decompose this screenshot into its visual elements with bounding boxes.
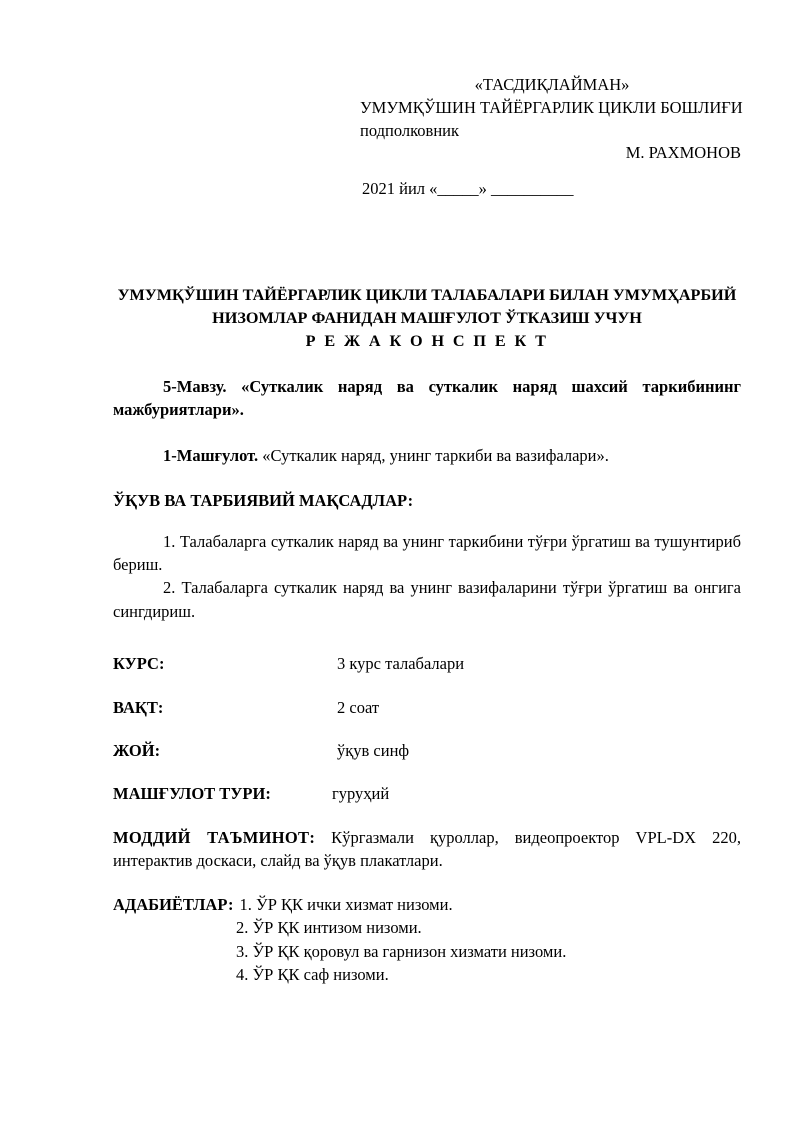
- field-label-mashgulot-turi: МАШҒУЛОТ ТУРИ:: [113, 784, 271, 804]
- field-row-mashgulot-turi: [113, 782, 741, 805]
- literature-remaining-items: [113, 916, 741, 986]
- supply-label: МОДДИЙ ТАЪМИНОТ:: [113, 827, 316, 847]
- topic-paragraph: [113, 375, 741, 422]
- literature-block: [113, 893, 741, 987]
- goals-heading: ЎҚУВ ВА ТАРБИЯВИЙ МАҚСАДЛАР:: [113, 491, 414, 511]
- field-label-joy: ЖОЙ:: [113, 741, 161, 761]
- field-value-vaqt: 2 соат: [337, 697, 380, 717]
- field-list: [113, 652, 741, 806]
- literature-item-2: 2. ЎР ҚК интизом низоми.: [236, 918, 422, 938]
- approval-rank: подполковник: [360, 120, 459, 140]
- field-row-joy: [113, 739, 741, 762]
- document-content: [113, 0, 741, 986]
- literature-first-line: [113, 893, 741, 916]
- field-row-vaqt: [113, 696, 741, 719]
- topic-number-label: 5-Мавзу.: [163, 376, 227, 396]
- approval-header-block: [113, 74, 741, 201]
- field-value-kurs: 3 курс талабалари: [337, 654, 465, 674]
- literature-item-4: 4. ЎР ҚК саф низоми.: [236, 965, 389, 985]
- title-line-3: Р Е Ж А К О Н С П Е К Т: [305, 332, 549, 351]
- literature-label: АДАБИЁТЛАР:: [113, 894, 234, 914]
- approval-position-line: УМУМҚЎШИН ТАЙЁРГАРЛИК ЦИКЛИ БОШЛИҒИ: [360, 97, 743, 117]
- lesson-text: «Суткалик наряд, унинг таркиби ва вазифалари».: [262, 445, 609, 465]
- field-row-kurs: [113, 652, 741, 675]
- topic-text: «Суткалик наряд ва суткалик наряд шахсий таркибининг мажбуриятлари».: [113, 376, 741, 420]
- title-line-1: УМУМҚЎШИН ТАЙЁРГАРЛИК ЦИКЛИ ТАЛАБАЛАРИ БИЛАН УМУМҲАРБИЙ: [117, 285, 737, 304]
- page-title: [113, 284, 741, 353]
- lesson-number-label: 1-Машғулот.: [163, 445, 259, 465]
- field-value-mashgulot-turi: гуруҳий: [332, 784, 390, 804]
- field-label-vaqt: ВАҚТ:: [113, 697, 164, 717]
- goal-item-2: 2. Талабаларга суткалик наряд ва унинг вазифаларини тўғри ўргатиш ва онгига сингдириш.: [113, 578, 741, 621]
- approval-confirm-word: «ТАСДИҚЛАЙМАН»: [474, 75, 630, 94]
- lesson-paragraph: [113, 444, 741, 467]
- approval-date-line: 2021 йил «_____» __________: [362, 179, 574, 199]
- literature-item-3: 3. ЎР ҚК қоровул ва гарнизон хизмати низоми.: [236, 941, 567, 961]
- field-value-joy: ўқув синф: [337, 741, 410, 761]
- literature-item-1: 1. ЎР ҚК ички хизмат низоми.: [239, 894, 453, 914]
- approval-signatory: М. РАХМОНОВ: [625, 143, 741, 163]
- field-label-kurs: КУРС:: [113, 654, 165, 674]
- title-line-2: НИЗОМЛАР ФАНИДАН МАШҒУЛОТ ЎТКАЗИШ УЧУН: [212, 308, 642, 327]
- supply-text: Кўргазмали қуроллар, видеопроектор VPL-DX 220, интерактив доскаси, слайд ва ўқув плакатлари.: [113, 827, 741, 871]
- goal-item-1: 1. Талабаларга суткалик наряд ва унинг таркибини тўғри ўргатиш ва тушунтириб бериш.: [113, 531, 741, 574]
- supply-paragraph: [113, 826, 741, 873]
